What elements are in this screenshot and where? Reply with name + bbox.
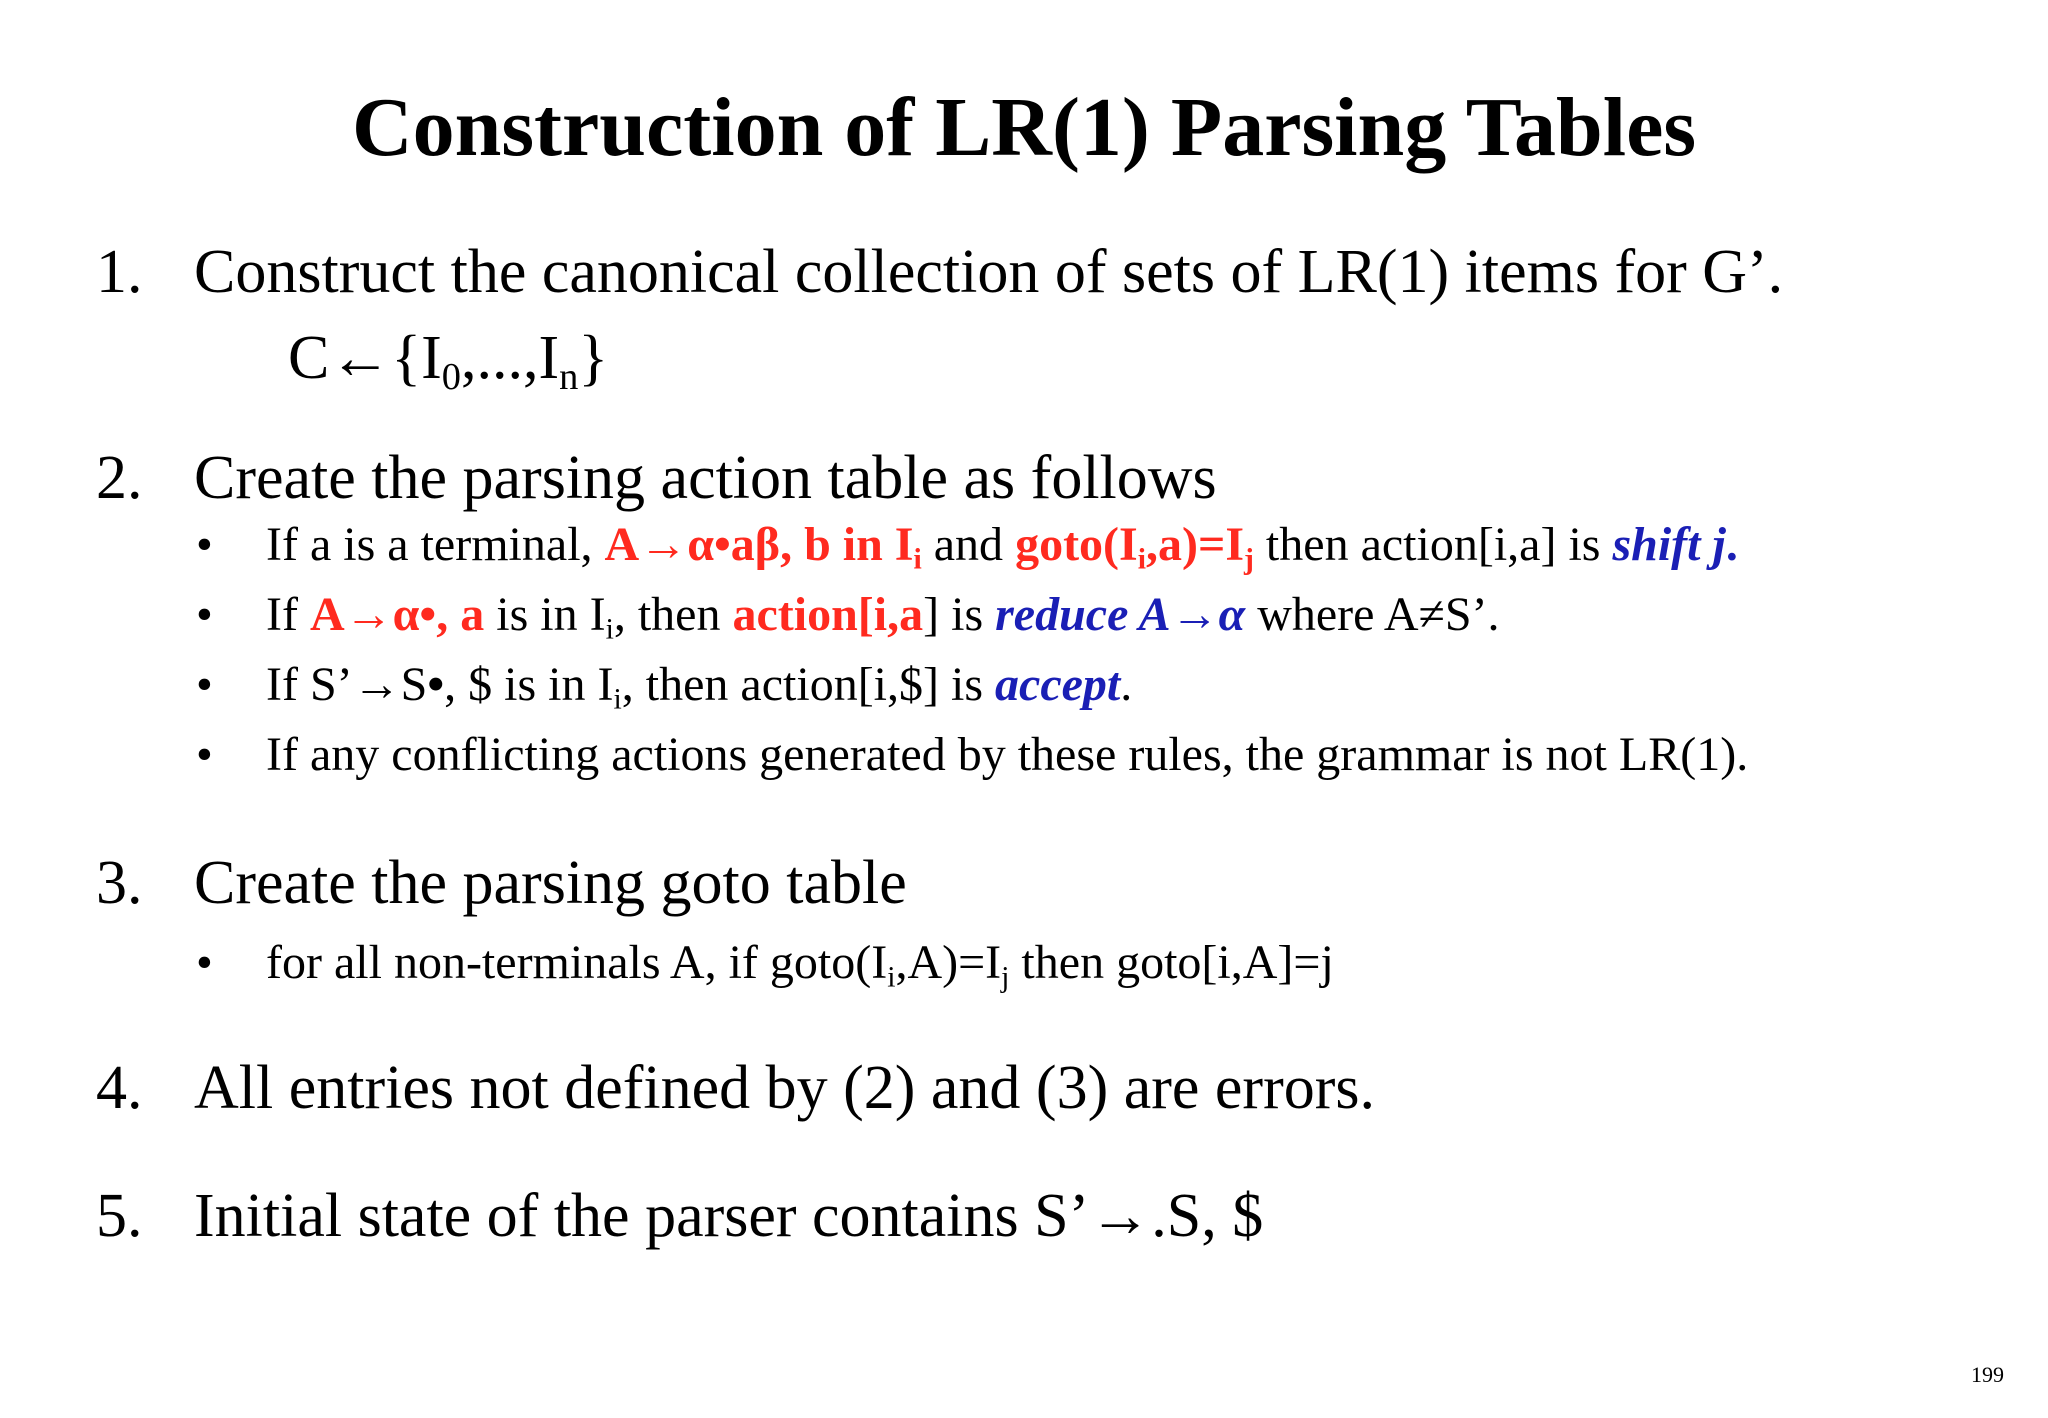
step-number: 5. bbox=[96, 1182, 143, 1250]
bullet-dot: • bbox=[196, 518, 213, 571]
step-3 bbox=[96, 845, 907, 921]
bullet-dot: • bbox=[196, 588, 213, 641]
bullet-goto-rule: • for all non-terminals A, if $goto(I_i,A)=I_j$ then goto[i,A]=j bbox=[196, 933, 1334, 993]
step-text: Initial state of the parser contains S’→.S, $ bbox=[194, 1182, 1264, 1250]
reduce-action: reduce A→α bbox=[995, 588, 1246, 641]
step-4 bbox=[96, 1050, 1375, 1126]
goto-text: $goto(I_i,a)=I_j$ bbox=[1015, 518, 1254, 576]
step-number: 1. bbox=[96, 238, 143, 306]
accept-action: accept bbox=[995, 658, 1121, 711]
step-number: 2. bbox=[96, 444, 143, 512]
step-text: All entries not defined by (2) and (3) are errors. bbox=[194, 1054, 1375, 1122]
canonical-collection-formula: $C\leftarrow\{I_0,...,I_n\}$ bbox=[288, 324, 609, 398]
shift-action: shift j bbox=[1612, 518, 1726, 571]
bullet-shift-rule: • If a is a terminal, A→α•aβ, b in $I_i$ and $goto(I_i,a)=I_j$ then action[i,a] is shift j. bbox=[196, 515, 1738, 575]
step-2 bbox=[96, 440, 1217, 516]
bullet-accept-rule: • If S’→S•, $ is in $I_i$, then action[i,$] is accept. bbox=[196, 655, 1132, 715]
step-text: Construct the canonical collection of sets of LR(1) items for G’. bbox=[194, 238, 1784, 306]
bullet-reduce-rule: • If A→α•, a is in $I_i$, then action[i,a] is reduce A→α where A≠S’. bbox=[196, 585, 1500, 645]
step-number: 4. bbox=[96, 1054, 143, 1122]
bullet-dot: • bbox=[196, 728, 213, 781]
step-text: Create the parsing action table as follows bbox=[194, 444, 1217, 512]
bullet-dot: • bbox=[196, 936, 213, 989]
step-text: Create the parsing goto table bbox=[194, 849, 907, 917]
item-text: A→α•aβ, b in $I_i$ bbox=[604, 518, 922, 576]
bullet-dot: • bbox=[196, 658, 213, 711]
slide-title: Construction of LR(1) Parsing Tables bbox=[351, 81, 1697, 174]
step-number: 3. bbox=[96, 849, 143, 917]
bullet-conflict-rule: • If any conflicting actions generated by these rules, the grammar is not LR(1). bbox=[196, 725, 1748, 785]
page-number: 199 bbox=[1971, 1362, 2004, 1387]
step-1 bbox=[96, 234, 1783, 310]
step-5 bbox=[96, 1178, 1263, 1254]
